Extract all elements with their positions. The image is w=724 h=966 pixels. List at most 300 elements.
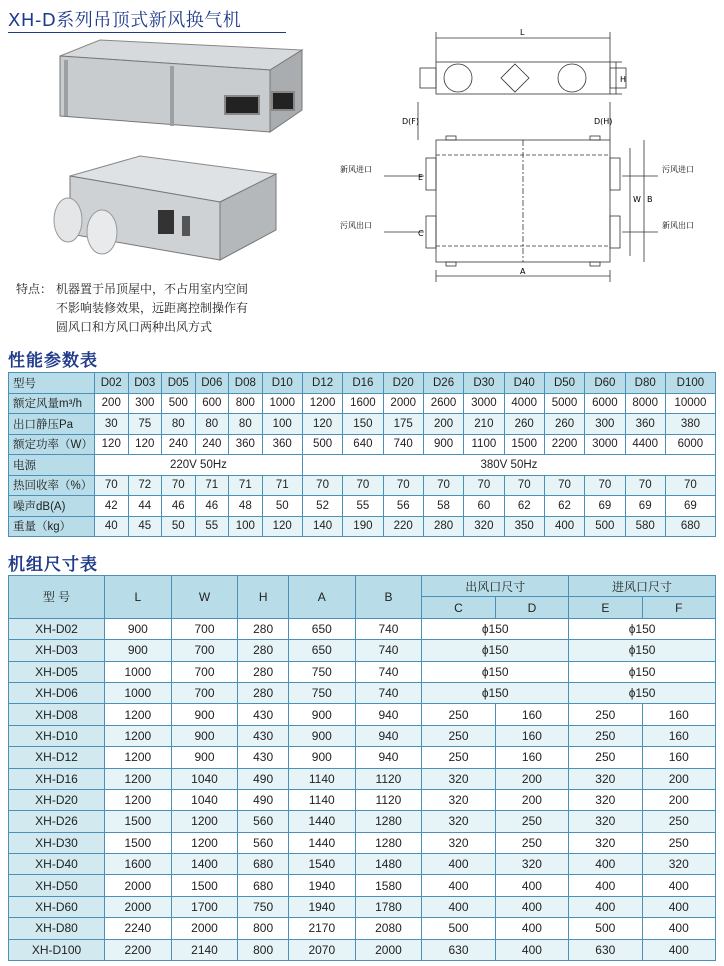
dim-row — [9, 832, 716, 853]
perf-model-D80: D80 — [625, 373, 665, 394]
dim-cell-outlet-round: ϕ150 — [422, 640, 569, 661]
perf-power-label: 电源 — [9, 455, 95, 476]
perf-cell: 3000 — [464, 393, 504, 414]
dim-cell-W: 1200 — [171, 832, 238, 853]
dim-cell-L: 1000 — [105, 682, 172, 703]
dim-cell-A: 650 — [288, 618, 355, 639]
dim-cell-C: 500 — [422, 918, 495, 939]
dim-label-A: A — [520, 267, 526, 276]
features-line-2: 不影响装修效果，远距离控制操作有 — [56, 301, 249, 315]
perf-cell: 70 — [162, 475, 196, 496]
page-title-text: XH-D系列吊顶式新风换气机 — [8, 10, 242, 31]
dim-row — [9, 682, 716, 703]
dim-head-outlet: 出风口尺寸 — [422, 576, 569, 597]
dim-cell-L: 1200 — [105, 747, 172, 768]
dim-head-inlet: 进风口尺寸 — [569, 576, 716, 597]
perf-model-D20: D20 — [383, 373, 423, 394]
dim-cell-F: 200 — [642, 789, 715, 810]
perf-cell: 40 — [95, 516, 129, 537]
dim-model: XH-D50 — [9, 875, 105, 896]
perf-header-label: 型号 — [9, 373, 95, 394]
dim-cell-A: 1440 — [288, 832, 355, 853]
perf-row — [9, 475, 716, 496]
perf-row — [9, 434, 716, 455]
perf-cell: 4400 — [625, 434, 665, 455]
dim-cell-A: 1540 — [288, 854, 355, 875]
dim-model: XH-D03 — [9, 640, 105, 661]
dim-cell-H: 680 — [238, 875, 289, 896]
perf-cell: 500 — [302, 434, 342, 455]
dim-row — [9, 875, 716, 896]
dim-cell-F: 400 — [642, 939, 715, 960]
dim-cell-L: 1200 — [105, 768, 172, 789]
dim-row — [9, 789, 716, 810]
perf-cell: 380 — [665, 414, 715, 435]
dim-row — [9, 854, 716, 875]
perf-cell: 70 — [625, 475, 665, 496]
dim-cell-E: 400 — [569, 896, 642, 917]
dim-cell-C: 320 — [422, 789, 495, 810]
dim-cell-W: 2000 — [171, 918, 238, 939]
dim-model: XH-D02 — [9, 618, 105, 639]
dim-model: XH-D08 — [9, 704, 105, 725]
dim-cell-C: 400 — [422, 875, 495, 896]
perf-cell: 70 — [95, 475, 129, 496]
dim-cell-B: 940 — [355, 747, 422, 768]
dim-cell-F: 400 — [642, 875, 715, 896]
dim-label-H: H — [620, 75, 627, 84]
perf-cell: 70 — [343, 475, 383, 496]
dim-cell-L: 900 — [105, 618, 172, 639]
perf-cell: 72 — [128, 475, 162, 496]
perf-cell: 70 — [504, 475, 544, 496]
perf-cell: 71 — [229, 475, 263, 496]
dim-row — [9, 618, 716, 639]
perf-row — [9, 393, 716, 414]
dim-cell-L: 1500 — [105, 832, 172, 853]
dim-model: XH-D16 — [9, 768, 105, 789]
perf-model-D08: D08 — [229, 373, 263, 394]
perf-cell: 55 — [343, 496, 383, 517]
perf-cell: 740 — [383, 434, 423, 455]
perf-model-D02: D02 — [95, 373, 129, 394]
dim-cell-L: 2000 — [105, 875, 172, 896]
dim-cell-H: 430 — [238, 747, 289, 768]
perf-cell: 2600 — [423, 393, 463, 414]
dim-row — [9, 896, 716, 917]
dim-row — [9, 661, 716, 682]
perf-model-D30: D30 — [464, 373, 504, 394]
dim-cell-D: 200 — [495, 768, 568, 789]
perf-cell: 30 — [95, 414, 129, 435]
perf-model-D06: D06 — [195, 373, 229, 394]
dim-cell-F: 160 — [642, 704, 715, 725]
dim-cell-F: 250 — [642, 832, 715, 853]
perf-model-D50: D50 — [544, 373, 584, 394]
dim-model: XH-D05 — [9, 661, 105, 682]
perf-cell: 300 — [128, 393, 162, 414]
dim-cell-D: 400 — [495, 918, 568, 939]
dim-model: XH-D20 — [9, 789, 105, 810]
dim-cell-B: 1280 — [355, 811, 422, 832]
dimensions-table — [8, 575, 716, 961]
perf-cell: 42 — [95, 496, 129, 517]
dim-cell-B: 740 — [355, 640, 422, 661]
perf-cell: 46 — [195, 496, 229, 517]
label-dirty-in: 污风进口 — [662, 165, 694, 174]
perf-cell: 46 — [162, 496, 196, 517]
dim-head-W: W — [171, 576, 238, 619]
perf-cell: 400 — [544, 516, 584, 537]
dim-label-W: W — [633, 195, 641, 204]
perf-cell: 350 — [504, 516, 544, 537]
perf-cell: 900 — [423, 434, 463, 455]
dim-cell-H: 490 — [238, 789, 289, 810]
dim-head-H: H — [238, 576, 289, 619]
perf-row-label: 额定风量m³/h — [9, 393, 95, 414]
perf-cell: 140 — [302, 516, 342, 537]
dim-model: XH-D10 — [9, 725, 105, 746]
label-dirty-out: 污风出口 — [340, 221, 372, 230]
perf-model-D40: D40 — [504, 373, 544, 394]
dim-cell-A: 1440 — [288, 811, 355, 832]
dim-cell-outlet-round: ϕ150 — [422, 618, 569, 639]
perf-row-label: 额定功率（W） — [9, 434, 95, 455]
perf-cell: 6000 — [665, 434, 715, 455]
dim-head-F: F — [642, 597, 715, 618]
dim-cell-E: 630 — [569, 939, 642, 960]
dim-cell-C: 250 — [422, 747, 495, 768]
dim-row — [9, 640, 716, 661]
dim-cell-F: 250 — [642, 811, 715, 832]
perf-cell: 2000 — [383, 393, 423, 414]
dim-cell-A: 750 — [288, 661, 355, 682]
dim-cell-L: 1200 — [105, 704, 172, 725]
dim-row — [9, 768, 716, 789]
dim-cell-W: 1700 — [171, 896, 238, 917]
perf-cell: 58 — [423, 496, 463, 517]
perf-model-D100: D100 — [665, 373, 715, 394]
dim-head-D: D — [495, 597, 568, 618]
dim-cell-outlet-round: ϕ150 — [422, 682, 569, 703]
dim-label-DH: D(H) — [594, 117, 613, 126]
dim-cell-D: 200 — [495, 789, 568, 810]
dim-cell-E: 320 — [569, 832, 642, 853]
dim-cell-B: 940 — [355, 704, 422, 725]
perf-cell: 56 — [383, 496, 423, 517]
product-photo-top — [40, 36, 310, 136]
perf-model-D05: D05 — [162, 373, 196, 394]
perf-cell: 44 — [128, 496, 162, 517]
dim-cell-B: 2080 — [355, 918, 422, 939]
dim-cell-W: 1400 — [171, 854, 238, 875]
perf-cell: 500 — [162, 393, 196, 414]
perf-cell: 70 — [383, 475, 423, 496]
perf-cell: 69 — [665, 496, 715, 517]
dim-cell-L: 1000 — [105, 661, 172, 682]
dim-cell-A: 900 — [288, 747, 355, 768]
perf-row — [9, 496, 716, 517]
dim-cell-H: 560 — [238, 811, 289, 832]
dim-cell-W: 900 — [171, 747, 238, 768]
dim-cell-F: 400 — [642, 896, 715, 917]
dim-cell-A: 900 — [288, 704, 355, 725]
dim-cell-F: 320 — [642, 854, 715, 875]
perf-cell: 175 — [383, 414, 423, 435]
perf-cell: 1100 — [464, 434, 504, 455]
dim-cell-B: 1120 — [355, 789, 422, 810]
perf-cell: 150 — [343, 414, 383, 435]
perf-row-label: 热回收率（%） — [9, 475, 95, 496]
dim-label-E: E — [418, 173, 424, 182]
perf-cell: 320 — [464, 516, 504, 537]
perf-cell: 70 — [423, 475, 463, 496]
dim-head-A: A — [288, 576, 355, 619]
perf-cell: 71 — [262, 475, 302, 496]
dim-cell-H: 280 — [238, 618, 289, 639]
perf-cell: 120 — [128, 434, 162, 455]
dim-cell-L: 1500 — [105, 811, 172, 832]
dim-cell-C: 400 — [422, 896, 495, 917]
perf-cell: 6000 — [585, 393, 625, 414]
dim-cell-B: 740 — [355, 618, 422, 639]
dim-cell-L: 1200 — [105, 789, 172, 810]
perf-cell: 800 — [229, 393, 263, 414]
dim-cell-C: 320 — [422, 832, 495, 853]
dim-model: XH-D80 — [9, 918, 105, 939]
dim-label-L: L — [520, 28, 525, 37]
dim-model: XH-D12 — [9, 747, 105, 768]
dim-cell-H: 800 — [238, 939, 289, 960]
perf-cell: 1000 — [262, 393, 302, 414]
dim-cell-A: 1140 — [288, 789, 355, 810]
performance-table — [8, 372, 716, 537]
perf-cell: 50 — [262, 496, 302, 517]
dim-model: XH-D100 — [9, 939, 105, 960]
dim-row — [9, 811, 716, 832]
dim-cell-L: 2200 — [105, 939, 172, 960]
dim-cell-C: 250 — [422, 704, 495, 725]
dim-cell-D: 400 — [495, 939, 568, 960]
perf-model-D12: D12 — [302, 373, 342, 394]
dim-cell-W: 1200 — [171, 811, 238, 832]
perf-cell: 200 — [95, 393, 129, 414]
dim-cell-F: 200 — [642, 768, 715, 789]
dim-cell-H: 430 — [238, 704, 289, 725]
dim-cell-B: 1480 — [355, 854, 422, 875]
dim-cell-C: 250 — [422, 725, 495, 746]
dim-cell-L: 2240 — [105, 918, 172, 939]
perf-row — [9, 516, 716, 537]
dim-cell-H: 800 — [238, 918, 289, 939]
perf-model-D16: D16 — [343, 373, 383, 394]
perf-row-power — [9, 455, 716, 476]
dim-cell-E: 320 — [569, 789, 642, 810]
perf-cell: 62 — [544, 496, 584, 517]
perf-cell: 70 — [665, 475, 715, 496]
dim-cell-W: 2140 — [171, 939, 238, 960]
perf-cell: 2200 — [544, 434, 584, 455]
dim-cell-H: 680 — [238, 854, 289, 875]
dim-cell-E: 500 — [569, 918, 642, 939]
perf-cell: 69 — [625, 496, 665, 517]
dim-model: XH-D06 — [9, 682, 105, 703]
perf-cell: 80 — [229, 414, 263, 435]
perf-cell: 70 — [302, 475, 342, 496]
dim-model: XH-D40 — [9, 854, 105, 875]
dim-cell-L: 1200 — [105, 725, 172, 746]
dim-head-E: E — [569, 597, 642, 618]
dim-row — [9, 704, 716, 725]
perf-model-D60: D60 — [585, 373, 625, 394]
dim-cell-A: 650 — [288, 640, 355, 661]
product-photo-bottom — [40, 150, 280, 262]
perf-row-label: 出口静压Pa — [9, 414, 95, 435]
perf-cell: 48 — [229, 496, 263, 517]
dim-head-model: 型 号 — [9, 576, 105, 619]
perf-header-row — [9, 373, 716, 394]
perf-row-label: 重量（kg） — [9, 516, 95, 537]
perf-cell: 210 — [464, 414, 504, 435]
label-fresh-out: 新风出口 — [662, 221, 694, 230]
dim-cell-D: 400 — [495, 896, 568, 917]
features-text — [16, 280, 248, 337]
perf-cell: 100 — [229, 516, 263, 537]
perf-cell: 500 — [585, 516, 625, 537]
dim-model: XH-D60 — [9, 896, 105, 917]
perf-cell: 240 — [195, 434, 229, 455]
dim-cell-F: 160 — [642, 725, 715, 746]
perf-cell: 45 — [128, 516, 162, 537]
dim-cell-D: 160 — [495, 725, 568, 746]
dim-cell-inlet-round: ϕ150 — [569, 661, 716, 682]
dim-row — [9, 939, 716, 960]
performance-title: 性能参数表 — [8, 351, 98, 371]
dim-cell-W: 900 — [171, 725, 238, 746]
dim-cell-B: 1780 — [355, 896, 422, 917]
perf-power-high: 380V 50Hz — [302, 455, 715, 476]
perf-cell: 120 — [262, 516, 302, 537]
dim-cell-B: 1580 — [355, 875, 422, 896]
page-title — [8, 6, 241, 32]
perf-cell: 80 — [195, 414, 229, 435]
dim-cell-W: 1500 — [171, 875, 238, 896]
dim-cell-W: 700 — [171, 661, 238, 682]
dim-label-C: C — [418, 229, 424, 238]
dim-cell-H: 280 — [238, 661, 289, 682]
perf-model-D26: D26 — [423, 373, 463, 394]
perf-cell: 71 — [195, 475, 229, 496]
label-fresh-in: 新风进口 — [340, 165, 372, 174]
perf-cell: 100 — [262, 414, 302, 435]
dim-head-C: C — [422, 597, 495, 618]
perf-cell: 1600 — [343, 393, 383, 414]
features-line-1: 机器置于吊顶屋中，不占用室内空间 — [56, 282, 249, 296]
dim-cell-H: 560 — [238, 832, 289, 853]
dim-cell-H: 280 — [238, 682, 289, 703]
perf-cell: 200 — [423, 414, 463, 435]
dim-label-DF: D(F) — [402, 117, 420, 126]
perf-cell: 52 — [302, 496, 342, 517]
perf-cell: 360 — [262, 434, 302, 455]
dim-cell-D: 400 — [495, 875, 568, 896]
dim-cell-W: 1040 — [171, 768, 238, 789]
dim-cell-F: 160 — [642, 747, 715, 768]
title-underline — [8, 32, 286, 33]
dim-cell-W: 900 — [171, 704, 238, 725]
dim-cell-W: 700 — [171, 618, 238, 639]
dim-cell-D: 160 — [495, 704, 568, 725]
dim-cell-W: 1040 — [171, 789, 238, 810]
dim-cell-B: 940 — [355, 725, 422, 746]
dim-cell-E: 250 — [569, 747, 642, 768]
perf-cell: 8000 — [625, 393, 665, 414]
perf-cell: 70 — [585, 475, 625, 496]
perf-cell: 4000 — [504, 393, 544, 414]
perf-cell: 120 — [302, 414, 342, 435]
dimension-drawing — [340, 20, 700, 290]
dim-cell-H: 490 — [238, 768, 289, 789]
perf-cell: 55 — [195, 516, 229, 537]
dim-cell-E: 320 — [569, 768, 642, 789]
perf-cell: 360 — [625, 414, 665, 435]
perf-cell: 10000 — [665, 393, 715, 414]
dim-cell-C: 320 — [422, 768, 495, 789]
dim-cell-B: 1280 — [355, 832, 422, 853]
perf-model-D10: D10 — [262, 373, 302, 394]
perf-row — [9, 414, 716, 435]
perf-cell: 260 — [504, 414, 544, 435]
perf-row-label: 噪声dB(A) — [9, 496, 95, 517]
dim-cell-B: 740 — [355, 682, 422, 703]
perf-cell: 1500 — [504, 434, 544, 455]
perf-cell: 62 — [504, 496, 544, 517]
dim-cell-L: 1600 — [105, 854, 172, 875]
dim-cell-E: 250 — [569, 725, 642, 746]
dim-model: XH-D26 — [9, 811, 105, 832]
dim-row — [9, 918, 716, 939]
dim-cell-D: 250 — [495, 811, 568, 832]
perf-cell: 70 — [464, 475, 504, 496]
dim-head-L: L — [105, 576, 172, 619]
dim-cell-F: 400 — [642, 918, 715, 939]
dim-cell-inlet-round: ϕ150 — [569, 618, 716, 639]
perf-cell: 120 — [95, 434, 129, 455]
dimensions-title: 机组尺寸表 — [8, 555, 98, 575]
dim-cell-outlet-round: ϕ150 — [422, 661, 569, 682]
dim-cell-E: 400 — [569, 854, 642, 875]
dim-row — [9, 725, 716, 746]
perf-cell: 580 — [625, 516, 665, 537]
dim-cell-H: 280 — [238, 640, 289, 661]
dim-cell-H: 430 — [238, 725, 289, 746]
dim-cell-inlet-round: ϕ150 — [569, 640, 716, 661]
dim-cell-W: 700 — [171, 682, 238, 703]
perf-cell: 50 — [162, 516, 196, 537]
dim-cell-W: 700 — [171, 640, 238, 661]
perf-cell: 680 — [665, 516, 715, 537]
perf-cell: 360 — [229, 434, 263, 455]
dim-label-B: B — [647, 195, 653, 204]
dim-cell-B: 1120 — [355, 768, 422, 789]
dim-cell-C: 320 — [422, 811, 495, 832]
features-label: 特点： — [16, 282, 53, 296]
perf-cell: 80 — [162, 414, 196, 435]
dim-row — [9, 747, 716, 768]
dim-cell-D: 250 — [495, 832, 568, 853]
perf-cell: 240 — [162, 434, 196, 455]
perf-cell: 300 — [585, 414, 625, 435]
